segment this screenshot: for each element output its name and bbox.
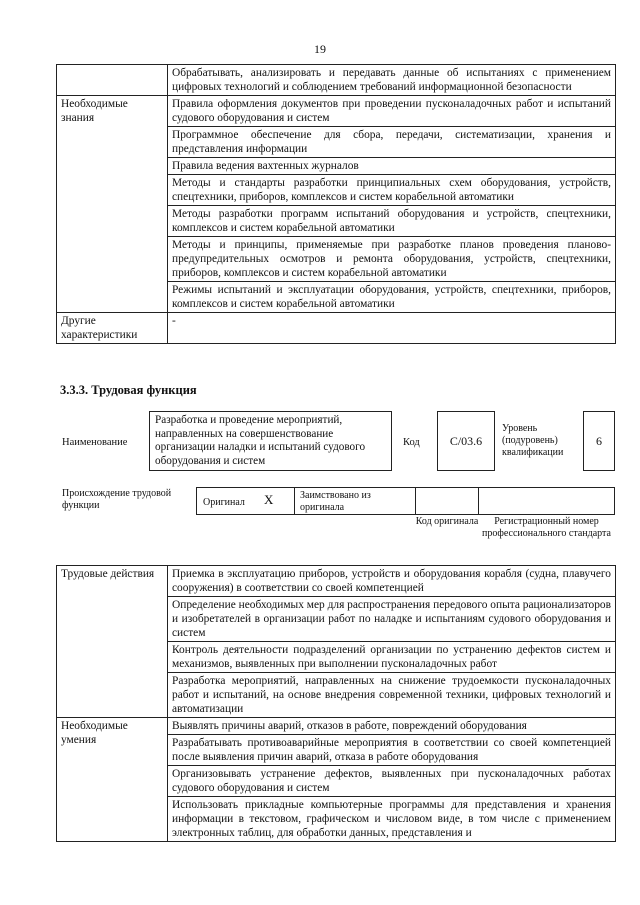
row-item: Определение необходимых мер для распространения передового опыта рационализаторов и изобретателей в организации работ по наладке и испытаниям судового оборудования и систем: [168, 597, 616, 642]
borrowed-label: Заимствовано из оригинала: [300, 490, 371, 513]
origin-original-box: [196, 487, 295, 515]
row-item: Обрабатывать, анализировать и передавать данные об испытаниях с применением цифровых технологий и соблюдением требований информационной безопасности: [168, 65, 616, 96]
row-label: Другие характеристики: [57, 313, 168, 344]
row-item: Использовать прикладные компьютерные программы для представления и хранения информации в текстовом, графическом и числовом виде, в том числе с применением электронных таблиц, для обработки данных, представления и: [168, 797, 616, 842]
row-label: Трудовые действия: [57, 566, 168, 718]
row-item: Методы и стандарты разработки принципиальных схем оборудования, устройств, спецтехники, приборов, комплексов и систем корабельной автоматики: [168, 175, 616, 206]
row-item: Разрабатывать противоаварийные мероприятия в соответствии со своей компетенцией после выявления причин аварий, отказа в работе оборудования: [168, 735, 616, 766]
row-item: Программное обеспечение для сбора, передачи, систематизации, хранения и представления информации: [168, 127, 616, 158]
code-value-box: [437, 411, 495, 471]
level-value-box: [583, 411, 615, 471]
original-mark: X: [264, 492, 274, 507]
origin-reg-box: [478, 487, 615, 515]
row-label: [57, 65, 168, 96]
table-row: [57, 718, 616, 735]
table-row: [57, 96, 616, 127]
row-item: Правила ведения вахтенных журналов: [168, 158, 616, 175]
bottom-table: [56, 565, 616, 842]
row-item: Выявлять причины аварий, отказов в работе, повреждений оборудования: [168, 718, 616, 735]
row-label: Необходимые знания: [57, 96, 168, 313]
code-value: C/03.6: [449, 433, 483, 448]
code-label: Код: [403, 437, 420, 448]
name-value-box: [149, 411, 392, 471]
row-item: Организовывать устранение дефектов, выявленных при пусконаладочных работах судового оборудования и систем: [168, 766, 616, 797]
row-item: Методы разработки программ испытаний оборудования и устройств, спецтехники, комплексов и систем корабельной автоматики: [168, 206, 616, 237]
row-item: Режимы испытаний и эксплуатации оборудования, устройств, спецтехники, приборов, комплексов и систем корабельной автоматики: [168, 282, 616, 313]
reg-caption: Регистрационный номер профессионального стандарта: [482, 516, 611, 539]
row-item: Разработка мероприятий, направленных на снижение трудоемкости пусконаладочных работ и испытаний, на основе внедрения современной техники, цифровых технологий и автоматизации: [168, 673, 616, 718]
page-number: 19: [314, 42, 326, 56]
row-item: Приемка в эксплуатацию приборов, устройств и оборудования корабля (судна, плавучего сооружения) в соответствии со своей компетенцией: [168, 566, 616, 597]
table-row: [57, 65, 616, 96]
table-row: [57, 566, 616, 597]
origin-code-box: [415, 487, 479, 515]
level-label: Уровень (подуровень) квалификации: [502, 423, 564, 458]
row-label: Необходимые умения: [57, 718, 168, 842]
section-title: 3.3.3. Трудовая функция: [60, 383, 197, 397]
table-row: [57, 313, 616, 344]
name-value: Разработка и проведение мероприятий, направленных на совершенствование организации наладки и испытаний судового оборудования и систем: [155, 414, 366, 467]
row-item: -: [168, 313, 616, 344]
origin-label: Происхождение трудовой функции: [62, 488, 172, 511]
original-label: Оригинал: [203, 497, 245, 508]
top-table: [56, 64, 616, 344]
origin-borrowed-box: [294, 487, 416, 515]
row-item: Правила оформления документов при проведении пусконаладочных работ и испытаний судового оборудования и систем: [168, 96, 616, 127]
code-caption: Код оригинала: [415, 516, 479, 527]
row-item: Методы и принципы, применяемые при разработке планов проведения планово-предупредительных осмотров и ремонта оборудования, устройств, спецтехники, приборов, комплексов и систем корабельной автоматики: [168, 237, 616, 282]
level-value: 6: [596, 433, 602, 448]
row-item: Контроль деятельности подразделений организации по устранению дефектов систем и механизмов, выявленных при выполнении пусконаладочных работ: [168, 642, 616, 673]
name-label: Наименование: [62, 437, 128, 448]
